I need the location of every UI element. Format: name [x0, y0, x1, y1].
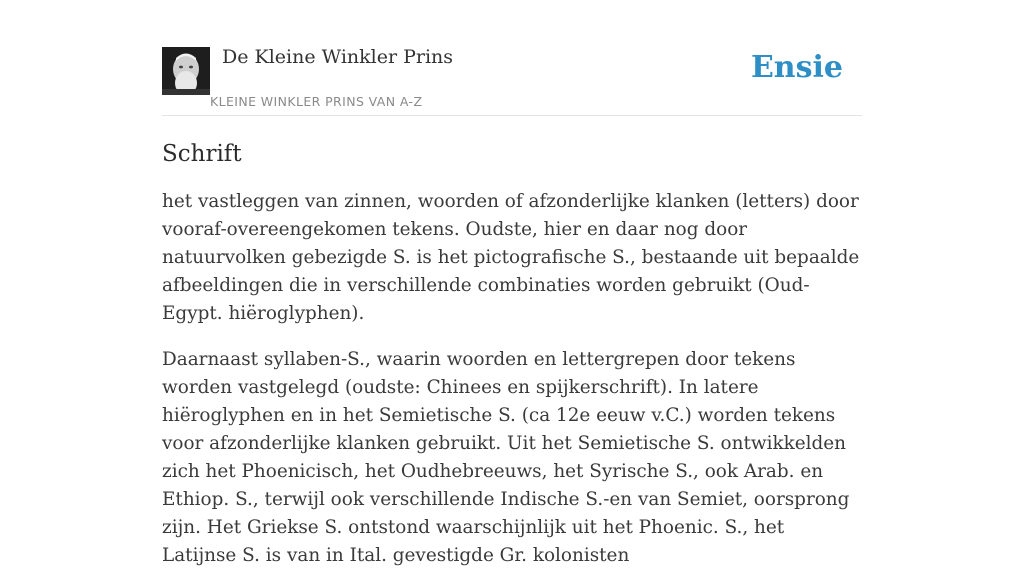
- avatar[interactable]: [162, 47, 210, 95]
- header: [162, 0, 862, 116]
- source-subtitle[interactable]: KLEINE WINKLER PRINS VAN A-Z: [210, 94, 423, 109]
- article-title: Schrift: [162, 141, 242, 167]
- article-paragraph-2: Daarnaast syllaben-S., waarin woorden en lettergrepen door tekens worden vastgelegd (oudste: Chinees en spijkerschrift). In latere hiëroglyphen en in het Semietische S. (ca 12e eeuw v.C.) worden tekens voor afzonderlijke klanken gebruikt. Uit het Semietische S. ontwikkelden zich het Phoenicisch, het Oudhebreeuws, het Syrische S., ook Arab. en Ethiop. S., terwijl ook verschillende Indische S.-en van Semiet, oorsprong zijn. Het Griekse S. ontstond waarschijnlijk uit het Phoenic. S., het Latijnse S. is van in Ital. gevestigde Gr. kolonisten: [162, 349, 850, 566]
- author-portrait-icon: [162, 47, 210, 95]
- article-paragraph-1: het vastleggen van zinnen, woorden of afzonderlijke klanken (letters) door vooraf-overeengekomen tekens. Oudste, hier en daar nog door natuurvolken gebezigde S. is het pictografische S., bestaande uit bepaalde afbeeldingen die in verschillende combinaties worden gebruikt (Oud-Egypt. hiëroglyphen).: [162, 191, 860, 324]
- article: [162, 138, 862, 588]
- brand-logo[interactable]: Ensie: [750, 50, 843, 85]
- author-name[interactable]: De Kleine Winkler Prins: [222, 46, 454, 68]
